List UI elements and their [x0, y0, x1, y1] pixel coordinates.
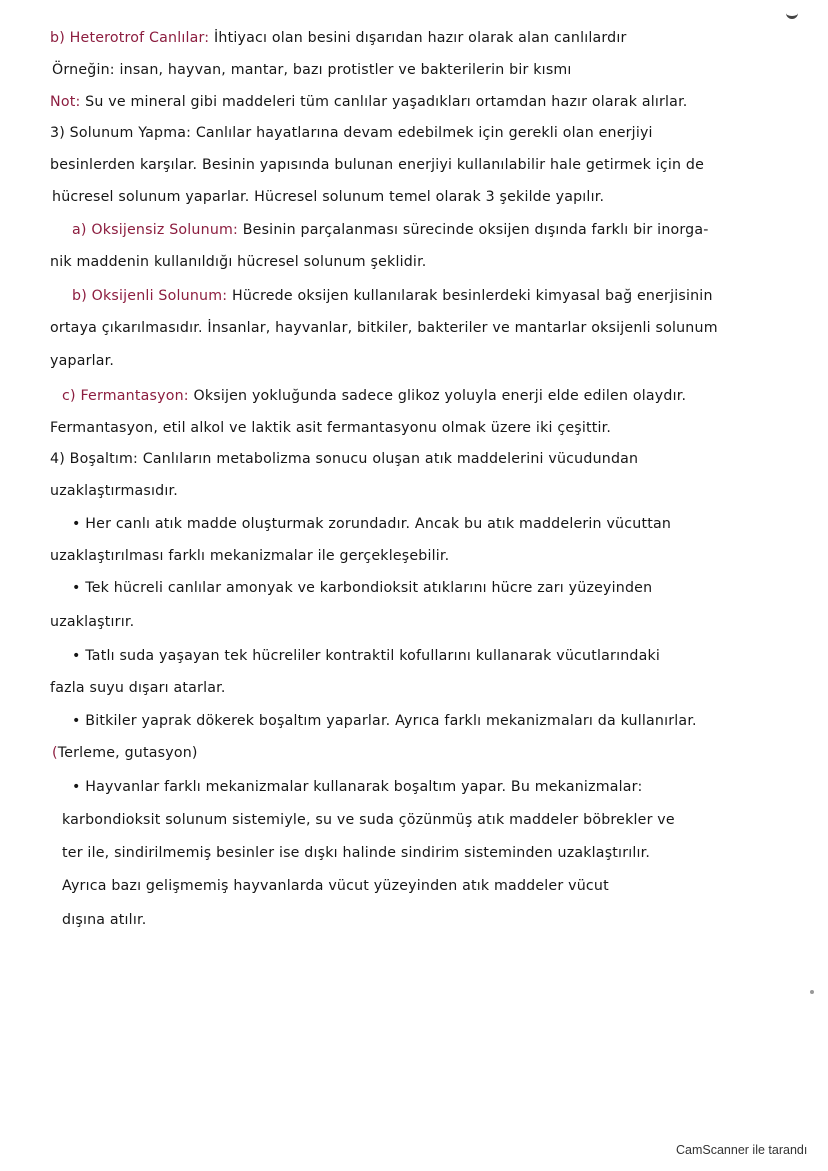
text-line: 4) Boşaltım: Canlıların metabolizma sonucu oluşan atık maddelerini vücudundan [50, 451, 639, 467]
text-line: hücresel solunum yaparlar. Hücresel solunum temel olarak 3 şekilde yapılır. [52, 189, 605, 205]
text-line: Fermantasyon, etil alkol ve laktik asit fermantasyonu olmak üzere iki çeşittir. [50, 420, 612, 436]
heading-oksijensiz: a) Oksijensiz Solunum: [72, 222, 239, 238]
text-line: 3) Solunum Yapma: Canlılar hayatlarına devam edebilmek için gerekli olan enerjiyi [50, 125, 653, 141]
text-line: b) Heterotrof Canlılar: İhtiyacı olan besini dışarıdan hazır olarak alan canlılardır [50, 30, 627, 46]
text-line: a) Oksijensiz Solunum: Besinin parçalanması sürecinde oksijen dışında farklı bir inorga- [72, 222, 709, 238]
text-line: nik maddenin kullanıldığı hücresel solunum şeklidir. [50, 254, 427, 270]
heading-heterotrof: b) Heterotrof Canlılar: [50, 30, 210, 46]
heading-fermantasyon: c) Fermantasyon: [62, 388, 189, 404]
text-line: • Bitkiler yaprak dökerek boşaltım yaparlar. Ayrıca farklı mekanizmaları da kullanırlar. [72, 713, 697, 729]
text-line: b) Oksijenli Solunum: Hücrede oksijen kullanılarak besinlerdeki kimyasal bağ enerjisinin [72, 288, 713, 304]
text-line: Not: Su ve mineral gibi maddeleri tüm canlılar yaşadıkları ortamdan hazır olarak alırlar. [50, 94, 688, 110]
scanner-watermark: CamScanner ile tarandı [676, 1143, 808, 1157]
text-line: uzaklaştırılması farklı mekanizmalar ile gerçekleşebilir. [50, 548, 450, 564]
text-line: Örneğin: insan, hayvan, mantar, bazı protistler ve bakterilerin bir kısmı [52, 62, 572, 78]
text-line: Ayrıca bazı gelişmemiş hayvanlarda vücut yüzeyinden atık maddeler vücut [62, 878, 609, 894]
text-line: uzaklaştırır. [50, 614, 135, 630]
text-line: (Terleme, gutasyon) [52, 745, 198, 761]
text-line: ter ile, sindirilmemiş besinler ise dışkı halinde sindirim sisteminden uzaklaştırılır. [62, 845, 651, 861]
text-line: • Hayvanlar farklı mekanizmalar kullanarak boşaltım yapar. Bu mekanizmalar: [72, 779, 643, 795]
text-line: uzaklaştırmasıdır. [50, 483, 178, 499]
text-line: • Tatlı suda yaşayan tek hücreliler kontraktil kofullarını kullanarak vücutlarındaki [72, 648, 661, 664]
text-line: dışına atılır. [62, 912, 147, 928]
text-line: ortaya çıkarılmasıdır. İnsanlar, hayvanlar, bitkiler, bakteriler ve mantarlar oksijenli solunum [50, 320, 718, 336]
paren-open: ( [52, 745, 58, 761]
text-line: • Tek hücreli canlılar amonyak ve karbondioksit atıklarını hücre zarı yüzeyinden [72, 580, 653, 596]
scan-speck [810, 990, 814, 994]
text-line: besinlerden karşılar. Besinin yapısında bulunan enerjiyi kullanılabilir hale getirmek için de [50, 157, 705, 173]
text-line: karbondioksit solunum sistemiyle, su ve suda çözünmüş atık maddeler böbrekler ve [62, 812, 675, 828]
text-line: • Her canlı atık madde oluşturmak zorundadır. Ancak bu atık maddelerin vücuttan [72, 516, 672, 532]
text-line: c) Fermantasyon: Oksijen yokluğunda sadece glikoz yoluyla enerji elde edilen olaydır. [62, 388, 687, 404]
scan-mark [786, 10, 798, 19]
text-line: yaparlar. [50, 353, 115, 369]
heading-oksijenli: b) Oksijenli Solunum: [72, 288, 228, 304]
heading-not: Not: [50, 94, 81, 110]
text-line: fazla suyu dışarı atarlar. [50, 680, 226, 696]
